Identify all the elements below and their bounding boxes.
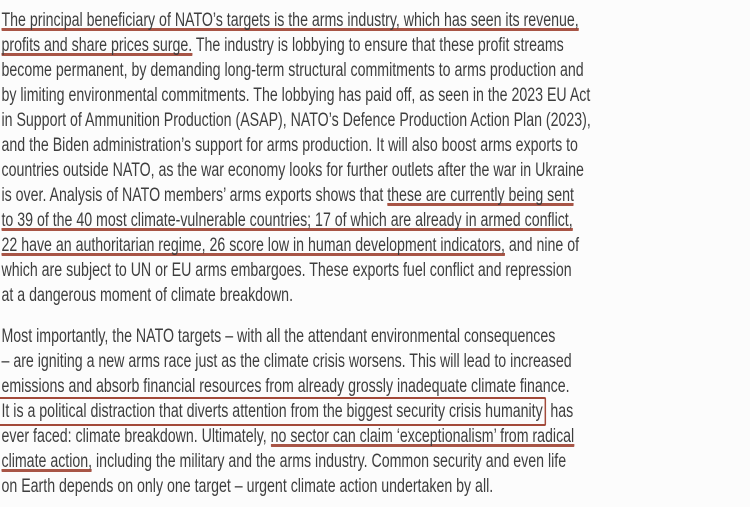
text-segment: The industry is lobbying to ensure that these profit streams — [192, 35, 564, 56]
text-segment: and nine of — [504, 235, 580, 256]
article-text — [1, 8, 747, 499]
text-line — [1, 58, 747, 83]
text-line — [1, 108, 747, 133]
text-segment: emissions and absorb financial resources from already grossly inadequate climate finance. — [1, 376, 570, 397]
text-segment: including the military and the arms industry. Common security and even life — [92, 451, 567, 472]
red-boxed-text: It is a political distraction that diverts attention from the biggest security crisis humanity — [0, 397, 546, 426]
red-underlined-text: to 39 of the 40 most climate-vulnerable countries; 17 of which are already in armed conflict, — [1, 210, 573, 231]
text-segment: in Support of Ammunition Production (ASAP), NATO’s Defence Production Action Plan (2023), — [1, 110, 591, 131]
paragraph-1 — [1, 8, 747, 308]
text-line — [1, 474, 747, 499]
text-segment: become permanent, by demanding long-term structural commitments to arms production and — [1, 60, 584, 81]
text-line — [1, 424, 747, 449]
text-line — [1, 283, 747, 308]
red-underlined-text: The principal beneficiary of NATO’s targets is the arms industry, which has seen its revenue, — [1, 10, 579, 31]
text-line — [1, 133, 747, 158]
text-segment: has — [546, 401, 574, 422]
text-segment: on Earth depends on only one target – urgent climate action undertaken by all. — [1, 476, 494, 497]
text-segment: at a dangerous moment of climate breakdown. — [1, 285, 294, 306]
text-line — [1, 83, 747, 108]
text-line — [1, 349, 747, 374]
paragraph-2 — [1, 324, 747, 499]
text-segment: ever faced: climate breakdown. Ultimately, — [1, 426, 271, 447]
text-line — [1, 449, 747, 474]
text-line — [1, 374, 747, 399]
red-underlined-text: these are currently being sent — [387, 185, 574, 206]
text-segment: which are subject to UN or EU arms embargoes. These exports fuel conflict and repression — [1, 260, 572, 281]
text-line — [1, 258, 747, 283]
text-line — [1, 208, 747, 233]
text-line — [1, 399, 747, 424]
text-segment: by limiting environmental commitments. The lobbying has paid off, as seen in the 2023 EU Act — [1, 85, 591, 106]
text-line — [1, 324, 747, 349]
red-underlined-text: profits and share prices surge. — [1, 35, 193, 56]
text-line — [1, 8, 747, 33]
red-underlined-text: 22 have an authoritarian regime, 26 score low in human development indicators, — [1, 235, 505, 256]
text-segment: and the Biden administration’s support for arms production. It will also boost arms exports to — [1, 135, 578, 156]
text-segment: – are igniting a new arms race just as the climate crisis worsens. This will lead to increased — [1, 351, 572, 372]
red-underlined-text: climate action, — [1, 451, 93, 472]
text-line — [1, 183, 747, 208]
text-segment: is over. Analysis of NATO members’ arms exports shows that — [1, 185, 388, 206]
text-segment: countries outside NATO, as the war economy looks for further outlets after the war in Ukraine — [1, 160, 584, 181]
text-segment: Most importantly, the NATO targets – with all the attendant environmental consequences — [1, 326, 556, 347]
text-line — [1, 33, 747, 58]
text-line — [1, 233, 747, 258]
red-underlined-text: no sector can claim ‘exceptionalism’ from radical — [270, 426, 575, 447]
text-line — [1, 158, 747, 183]
